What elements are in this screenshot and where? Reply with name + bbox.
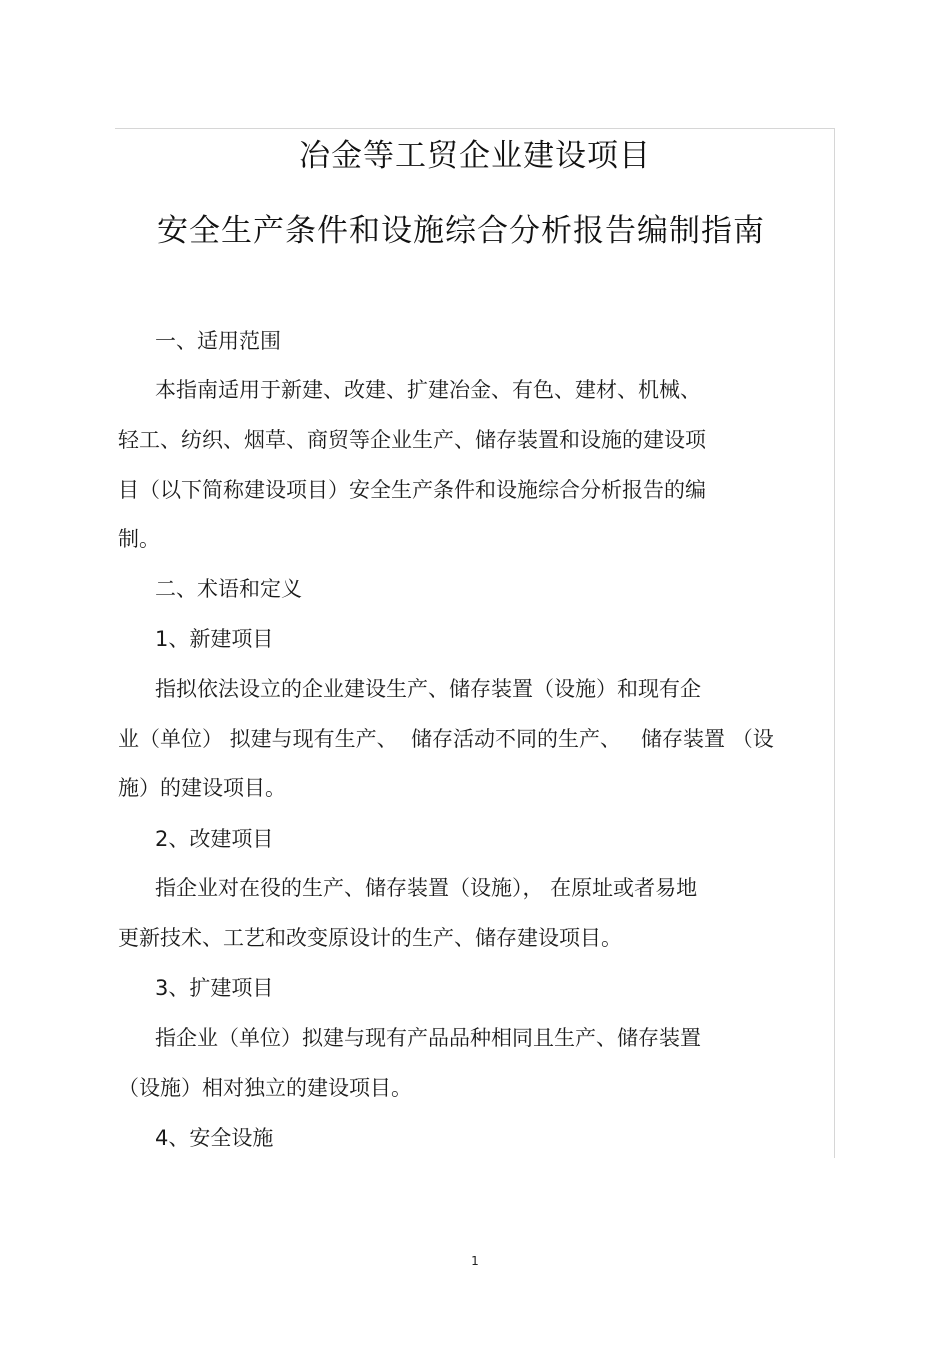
subheading-expansion-project: 3、扩建项目	[155, 976, 274, 1000]
subheading-safety-facilities: 4、安全设施	[155, 1126, 274, 1150]
paragraph-line: 业（单位） 拟建与现有生产、 储存活动不同的生产、 储存装置 （设	[118, 727, 774, 751]
paragraph-line: 指拟依法设立的企业建设生产、储存装置（设施）和现有企	[155, 677, 701, 701]
paragraph-line: 本指南适用于新建、改建、扩建冶金、有色、建材、机械、	[155, 378, 701, 402]
document-title-line-2: 安全生产条件和设施综合分析报告编制指南	[157, 213, 765, 249]
page-number: 1	[471, 1254, 479, 1268]
paragraph-line: 施）的建设项目。	[118, 776, 286, 800]
document-title-line-1: 冶金等工贸企业建设项目	[299, 138, 651, 174]
subheading-rebuild-project: 2、改建项目	[155, 827, 274, 851]
paragraph-line: 更新技术、工艺和改变原设计的生产、储存建设项目。	[118, 926, 622, 950]
paragraph-line: 目（以下简称建设项目）安全生产条件和设施综合分析报告的编	[118, 478, 706, 502]
paragraph-line: 轻工、纺织、烟草、商贸等企业生产、储存装置和设施的建设项	[118, 428, 706, 452]
page-frame-top-border	[115, 128, 835, 129]
page-frame-right-border	[834, 128, 835, 1158]
paragraph-line: 指企业对在役的生产、储存装置（设施）， 在原址或者易地	[155, 876, 698, 900]
section-heading-scope: 一、适用范围	[155, 329, 281, 353]
paragraph-line: 制。	[118, 527, 160, 551]
subheading-new-project: 1、新建项目	[155, 627, 274, 651]
paragraph-line: （设施）相对独立的建设项目。	[118, 1076, 412, 1100]
paragraph-line: 指企业（单位）拟建与现有产品品种相同且生产、储存装置	[155, 1026, 701, 1050]
section-heading-terms: 二、术语和定义	[155, 577, 302, 601]
